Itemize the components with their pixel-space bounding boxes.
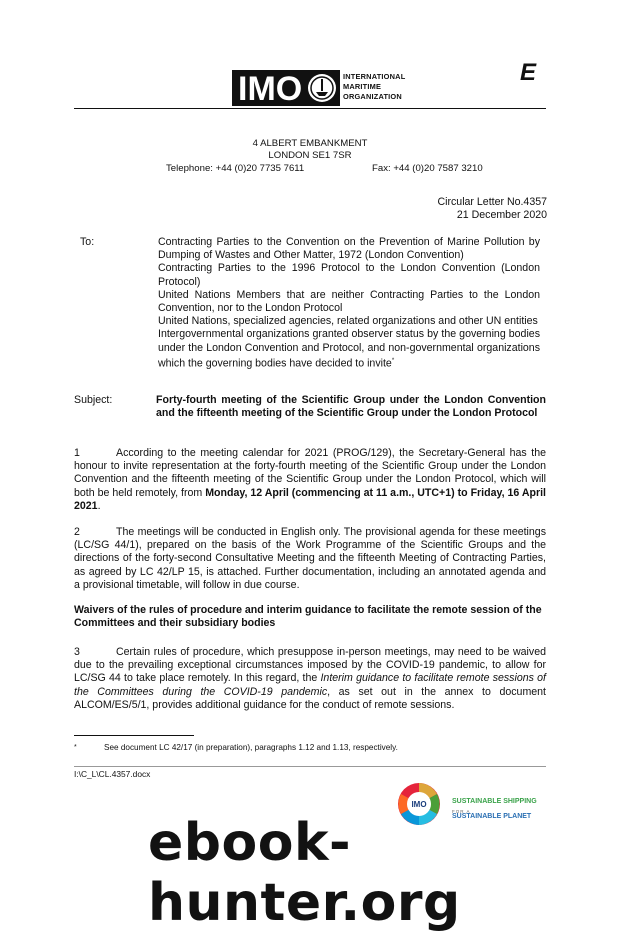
addressee-item: United Nations, specialized agencies, related organizations and other UN entities bbox=[158, 315, 538, 328]
tagline-line-1: SUSTAINABLE SHIPPING bbox=[452, 798, 537, 805]
paragraph-text: Certain rules of procedure, which presuppose in-person meetings, may need to be waived due to the prevailing exceptional circumstances imposed by the COVID-19 pandemic, to allow for LC/SG 44 to take place remotely. In this regard, the bbox=[74, 646, 546, 685]
footnote-mark: * bbox=[74, 744, 77, 751]
header-divider bbox=[74, 108, 546, 109]
paragraph-end: , as set out in the annex to document ALCOM/ES/5/1, provides additional guidance for the conduct of remote sessions. bbox=[74, 685, 546, 711]
addressee-item: Contracting Parties to the 1996 Protocol to the London Convention (London Protocol) bbox=[158, 262, 540, 288]
circular-date: 21 December 2020 bbox=[456, 209, 547, 221]
language-code: E bbox=[520, 59, 537, 86]
footnote-text: See document LC 42/17 (in preparation), paragraphs 1.12 and 1.13, respectively. bbox=[104, 743, 398, 752]
address-line-2: LONDON SE1 7SR bbox=[268, 150, 352, 161]
paragraph-2 bbox=[74, 526, 546, 592]
footnote-divider bbox=[74, 735, 194, 736]
paragraph-number: 3 bbox=[74, 646, 80, 658]
imo-logo bbox=[232, 70, 340, 106]
watermark: ebook-hunter.org bbox=[148, 813, 461, 933]
section-heading: Waivers of the rules of procedure and interim guidance to facilitate the remote session of the Committees and their subsidiary bodies bbox=[74, 604, 542, 630]
subject-label: Subject: bbox=[74, 394, 113, 406]
footnote-ref[interactable]: * bbox=[391, 357, 395, 364]
paragraph-text: According to the meeting calendar for 2021 (PROG/129), the Secretary-General has the honour to invite representation at the forty-fourth meeting of the Scientific Group under the London Convention and the fifteenth meeting of the Scientific Group under the London Protocol, which will both be held remotely, from bbox=[74, 447, 546, 499]
org-line-2: MARITIME bbox=[343, 82, 382, 91]
fax: Fax: +44 (0)20 7587 3210 bbox=[372, 163, 483, 174]
addressee-item: United Nations Members that are neither Contracting Parties to the London Convention, nor to the London Protocol bbox=[158, 288, 540, 315]
org-name bbox=[343, 72, 405, 102]
paragraph-number: 2 bbox=[74, 526, 80, 538]
paragraph-3 bbox=[74, 646, 546, 712]
addressee-list bbox=[158, 236, 540, 371]
tagline-line-3: SUSTAINABLE PLANET bbox=[452, 813, 532, 820]
tagline-line-2: FOR A bbox=[452, 809, 471, 814]
logo-wordmark: IMO bbox=[238, 70, 303, 106]
org-line-3: ORGANIZATION bbox=[343, 92, 402, 101]
footer-divider bbox=[74, 766, 546, 767]
circular-number: Circular Letter No.4357 bbox=[437, 196, 547, 208]
addressee-item bbox=[158, 328, 540, 370]
address-line-1: 4 ALBERT EMBANKMENT bbox=[252, 138, 368, 149]
file-reference: I:\C_L\CL.4357.docx bbox=[74, 769, 151, 779]
subject-text: Forty-fourth meeting of the Scientific Group under the London Convention and the fifteenth meeting of the Scientific Group under the London Protocol bbox=[156, 394, 546, 420]
paragraph-number: 1 bbox=[74, 447, 80, 459]
to-label: To: bbox=[80, 236, 95, 248]
meeting-dates: Monday, 12 April (commencing at 11 a.m., UTC+1) to Friday, 16 April 2021 bbox=[74, 486, 546, 512]
paragraph-end: . bbox=[97, 499, 101, 512]
guidance-title: Interim guidance to facilitate remote sessions of the Committees during the COVID-19 pandemic bbox=[74, 672, 546, 698]
paragraph-1 bbox=[74, 447, 546, 513]
addressee-item: Contracting Parties to the Convention on the Prevention of Marine Pollution by Dumping of Wastes and Other Matter, 1972 (London Convention) bbox=[158, 236, 540, 262]
telephone: Telephone: +44 (0)20 7735 7611 bbox=[166, 163, 305, 174]
footnote bbox=[74, 741, 398, 754]
paragraph-text: The meetings will be conducted in English only. The provisional agenda for these meetings (LC/SG 44/1), prepared on the basis of the Work Programme of the Scientific Groups and the directions of the forty-second Consultative Meeting and the fifteenth Meeting of Contracting Parties, as agreed by LC 42/LP 15, is attached. Further documentation, including an annotated agenda and a provisional timetable, will follow in due course. bbox=[74, 526, 546, 591]
sdg-badge-text: IMO bbox=[411, 800, 427, 809]
addressee-item-text: Intergovernmental organizations granted observer status by the governing bodies under the London Convention and Protocol, and non-governmental organizations which the governing bodies have decided to invite bbox=[158, 328, 540, 370]
org-line-1: INTERNATIONAL bbox=[343, 72, 406, 81]
